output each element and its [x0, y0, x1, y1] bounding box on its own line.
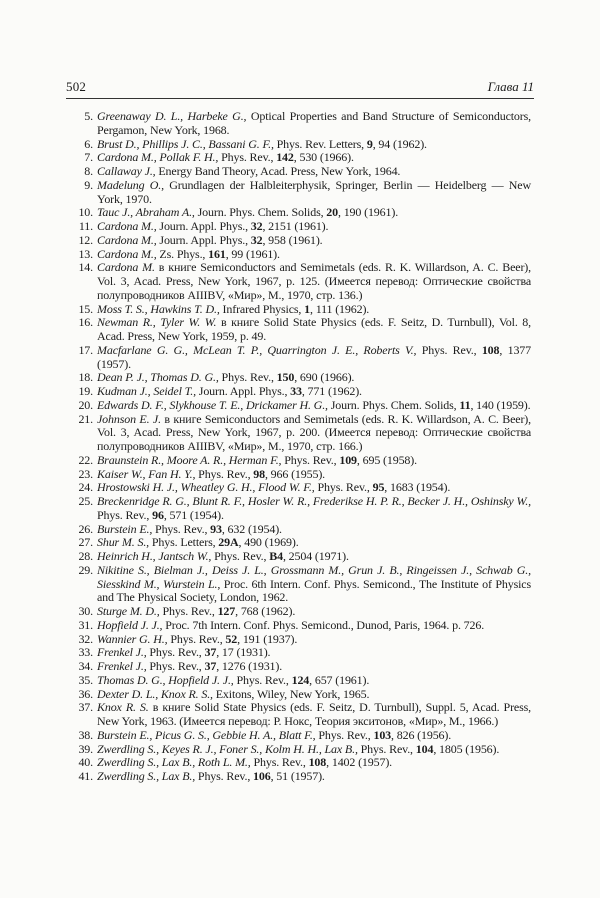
reference-number: 41.	[78, 769, 93, 783]
reference-list	[71, 110, 531, 784]
reference-authors: Dean P. J., Thomas D. G.,	[97, 370, 219, 385]
reference-authors: Cardona M.	[97, 260, 155, 275]
reference-item	[71, 248, 531, 262]
reference-item	[71, 729, 531, 743]
reference-item	[71, 770, 531, 784]
reference-number: 10.	[78, 205, 93, 220]
reference-authors: Hrostowski H. J., Wheatley G. H., Flood W. F.,	[97, 480, 315, 495]
reference-authors: Cardona M., Pollak F. H.,	[97, 150, 219, 165]
reference-item	[71, 550, 531, 564]
reference-text	[97, 468, 531, 482]
reference-item	[71, 660, 531, 674]
reference-text	[97, 399, 531, 413]
reference-authors: Frenkel J.,	[97, 659, 147, 673]
reference-volume: 37	[204, 645, 217, 660]
reference-source: Phys. Rev.,	[315, 727, 374, 742]
reference-authors: Thomas D. G., Hopfield J. J.,	[97, 672, 234, 687]
reference-text	[97, 248, 531, 262]
reference-volume: 103	[373, 727, 392, 742]
reference-pages: , 768 (1962).	[235, 604, 296, 618]
reference-authors: Dexter D. L., Knox R. S.,	[97, 686, 213, 701]
reference-source: Phys. Rev.,	[250, 755, 309, 770]
reference-pages: , 490 (1969).	[238, 535, 299, 550]
reference-item	[71, 743, 531, 757]
reference-authors: Macfarlane G. G., McLean T. P., Quarrington J. E., Roberts V.,	[97, 342, 417, 357]
reference-pages: , 530 (1966).	[293, 150, 354, 165]
reference-number: 8.	[84, 164, 93, 178]
reference-authors: Burstein E., Picus G. S., Gebbie H. A., Blatt F.,	[97, 727, 316, 742]
reference-authors: Callaway J.,	[97, 164, 156, 178]
reference-text	[97, 151, 531, 165]
reference-number: 23.	[78, 466, 93, 481]
reference-source: Phys. Rev. Letters,	[273, 136, 367, 151]
reference-authors: Kaiser W., Fan H. Y.,	[97, 466, 196, 481]
reference-volume: 150	[276, 370, 295, 385]
reference-item	[71, 605, 531, 619]
reference-item	[71, 495, 531, 523]
reference-authors: Knox R. S.	[97, 700, 149, 715]
reference-source: Energy Band Theory, Acad. Press, New York, 1964.	[155, 164, 401, 178]
reference-text	[97, 165, 531, 179]
reference-item	[71, 564, 531, 605]
reference-pages: , 140 (1959).	[470, 397, 531, 412]
reference-pages: , 1805 (1956).	[433, 741, 500, 756]
reference-source: Journ. Appl. Phys.,	[195, 384, 291, 398]
reference-number: 34.	[78, 659, 93, 673]
reference-item	[71, 454, 531, 468]
reference-source: Journ. Phys. Chem. Solids,	[327, 397, 460, 412]
reference-volume: 124	[291, 672, 310, 687]
reference-authors: Frenkel J.,	[97, 645, 147, 660]
reference-text	[97, 261, 531, 302]
reference-volume: 95	[372, 480, 385, 495]
reference-number: 35.	[78, 672, 93, 687]
reference-text	[97, 413, 531, 454]
reference-pages: , 1683 (1954).	[384, 480, 451, 495]
reference-pages: , 1402 (1957).	[326, 755, 393, 770]
reference-item	[71, 701, 531, 729]
reference-source: Phys. Rev.,	[416, 342, 482, 357]
reference-text	[97, 756, 531, 770]
reference-number: 37.	[78, 700, 93, 715]
reference-authors: Sturge M. D.,	[97, 604, 160, 618]
reference-source: Infrared Physics,	[219, 301, 305, 316]
reference-item	[71, 674, 531, 688]
reference-number: 22.	[78, 452, 93, 467]
reference-number: 12.	[78, 232, 93, 247]
reference-number: 30.	[78, 604, 93, 618]
reference-item	[71, 220, 531, 234]
reference-text	[97, 536, 531, 550]
reference-source: Phys. Rev.,	[233, 672, 292, 687]
reference-source: Phys. Rev.,	[195, 769, 254, 783]
reference-number: 17.	[78, 342, 93, 357]
reference-authors: Shur M. S.,	[97, 535, 150, 550]
reference-text	[97, 481, 531, 495]
reference-item	[71, 110, 531, 138]
reference-authors: Kudman J., Seidel T.,	[97, 384, 196, 398]
reference-pages: , 690 (1966).	[294, 370, 355, 385]
reference-item	[71, 165, 531, 179]
reference-text	[97, 316, 531, 344]
reference-number: 27.	[78, 535, 93, 550]
reference-text	[97, 701, 531, 729]
reference-text	[97, 674, 531, 688]
reference-source: Phys. Letters,	[149, 535, 219, 550]
reference-authors: Braunstein R., Moore A. R., Herman F.,	[97, 452, 282, 467]
reference-pages: , 571 (1954).	[163, 507, 224, 522]
reference-source: в книге Solid State Physics (eds. F. Seitz, D. Turnbull), Vol. 8, Acad. Press, New York, 1959, p. 49.	[97, 315, 531, 343]
reference-volume: 109	[339, 452, 357, 467]
reference-source: Phys. Rev.,	[97, 507, 153, 522]
reference-authors: Hopfield J. J.,	[97, 617, 163, 632]
reference-text	[97, 523, 531, 537]
reference-item	[71, 316, 531, 344]
reference-number: 11.	[78, 219, 93, 233]
reference-volume: B4	[269, 549, 283, 563]
reference-volume: 1	[304, 301, 310, 316]
reference-authors: Cardona M.,	[97, 246, 157, 261]
reference-pages: , 99 (1961).	[225, 246, 280, 261]
reference-pages: , 2151 (1961).	[262, 219, 329, 233]
reference-volume: 32	[250, 232, 263, 247]
reference-text	[97, 770, 531, 784]
reference-item	[71, 206, 531, 220]
reference-source: Zs. Phys.,	[156, 246, 209, 261]
reference-authors: Heinrich H., Jantsch W.,	[97, 549, 212, 563]
reference-pages: , 190 (1961).	[338, 205, 399, 220]
reference-text	[97, 660, 531, 674]
reference-pages: , 695 (1958).	[356, 452, 417, 467]
reference-pages: , 1276 (1931).	[216, 659, 283, 673]
reference-number: 5.	[84, 109, 93, 123]
reference-number: 29.	[78, 562, 93, 577]
reference-authors: Zwerdling S., Lax B., Roth L. M.,	[97, 755, 251, 770]
reference-text	[97, 729, 531, 743]
reference-item	[71, 468, 531, 482]
reference-item	[71, 413, 531, 454]
reference-number: 31.	[78, 617, 93, 632]
reference-item	[71, 536, 531, 550]
reference-pages: , 2504 (1971).	[282, 549, 349, 563]
reference-text	[97, 220, 531, 234]
reference-authors: Brust D., Phillips J. C., Bassani G. F.,	[97, 136, 274, 151]
reference-volume: 127	[217, 604, 236, 618]
reference-number: 32.	[78, 631, 93, 646]
reference-source: в книге Semiconductors and Semimetals (eds. R. K. Willardson, A. C. Beer), Vol. 3, Acad. Press, New York, 1967, p. 200. (Имеется перевод: Оптические свойства полупроводников AIIIBV, «Мир», М., 1970, стр. 166.)	[97, 411, 531, 453]
reference-volume: 37	[204, 659, 217, 673]
reference-number: 19.	[78, 384, 93, 398]
reference-text	[97, 371, 531, 385]
reference-source: Grundlagen der Halbleiterphysik, Springer, Berlin — Heidelberg — New York, 1970.	[97, 177, 531, 206]
reference-item	[71, 385, 531, 399]
reference-item	[71, 371, 531, 385]
reference-text	[97, 206, 531, 220]
reference-volume: 96	[152, 507, 164, 522]
reference-item	[71, 179, 531, 207]
reference-text	[97, 688, 531, 702]
reference-volume: 52	[225, 631, 238, 646]
reference-source: Journ. Appl. Phys.,	[156, 232, 251, 247]
reference-volume: 20	[326, 205, 338, 220]
reference-number: 20.	[78, 397, 93, 412]
reference-pages: , 966 (1955).	[264, 466, 326, 481]
reference-source: Proc. 7th Intern. Conf. Phys. Semicond., Dunod, Paris, 1964. p. 726.	[162, 617, 485, 632]
reference-item	[71, 138, 531, 152]
reference-authors: Greenaway D. L., Harbeke G.,	[97, 109, 247, 123]
reference-volume: 104	[415, 741, 434, 756]
reference-number: 40.	[78, 755, 93, 770]
reference-text	[97, 234, 531, 248]
reference-authors: Edwards D. F., Slykhouse T. E., Drickamer H. G.,	[97, 397, 328, 412]
reference-authors: Moss T. S., Hawkins T. D.,	[97, 301, 220, 316]
reference-pages: , 657 (1961).	[309, 672, 370, 687]
reference-item	[71, 646, 531, 660]
reference-pages: , 191 (1937).	[237, 631, 298, 646]
reference-source: в книге Solid State Physics (eds. F. Seitz, D. Turnbull), Suppl. 5, Acad. Press, New York, 1963. (Имеется перевод: Р. Нокс, Теория экситонов, «Мир», М., 1966.)	[97, 700, 531, 728]
reference-source: Phys. Rev.,	[357, 741, 416, 756]
reference-volume: 93	[210, 521, 222, 536]
reference-volume: 32	[250, 219, 263, 233]
reference-text	[97, 303, 531, 317]
reference-volume: 98	[253, 466, 265, 481]
reference-item	[71, 481, 531, 495]
reference-source: Phys. Rev.,	[167, 631, 226, 646]
reference-pages: , 94 (1962).	[372, 136, 427, 151]
reference-source: в книге Semiconductors and Semimetals (eds. R. K. Willardson, A. C. Beer), Vol. 3, Acad. Press, New York, 1967, p. 125. (Имеется перевод: Оптические свойства полупроводников AIIIBV, «Мир», М., 1970, стр. 136.)	[97, 260, 531, 302]
reference-number: 24.	[78, 480, 93, 495]
reference-item	[71, 633, 531, 647]
reference-number: 14.	[78, 260, 93, 275]
reference-source: Phys. Rev.,	[152, 521, 211, 536]
reference-pages: , 111 (1962).	[310, 301, 370, 316]
reference-source: Phys. Rev.,	[281, 452, 340, 467]
reference-text	[97, 619, 531, 633]
reference-number: 36.	[78, 686, 93, 701]
reference-source: Journ. Phys. Chem. Solids,	[194, 205, 327, 220]
reference-pages: , 826 (1956).	[391, 727, 452, 742]
reference-text	[97, 550, 531, 564]
reference-item	[71, 261, 531, 302]
reference-source: Phys. Rev.,	[146, 645, 205, 660]
reference-volume: 29A	[218, 535, 239, 550]
reference-number: 28.	[78, 549, 93, 563]
reference-pages: , 51 (1957).	[270, 769, 325, 783]
reference-number: 7.	[84, 150, 93, 165]
reference-number: 39.	[78, 741, 93, 756]
reference-source: Phys. Rev.,	[218, 150, 277, 165]
reference-source: Phys. Rev.,	[146, 659, 205, 673]
reference-text	[97, 110, 531, 138]
reference-pages: , 632 (1954).	[221, 521, 282, 536]
reference-text	[97, 454, 531, 468]
reference-number: 21.	[78, 411, 93, 426]
reference-source: Phys. Rev.,	[195, 466, 254, 481]
reference-pages: , 958 (1961).	[262, 232, 323, 247]
reference-authors: Tauc J., Abraham A.,	[97, 205, 195, 220]
reference-volume: 33	[290, 384, 302, 398]
reference-source: Phys. Rev.,	[218, 370, 277, 385]
reference-number: 16.	[78, 315, 93, 330]
reference-authors: Cardona M.,	[97, 219, 157, 233]
reference-number: 25.	[78, 494, 93, 508]
reference-text	[97, 633, 531, 647]
reference-item	[71, 151, 531, 165]
reference-item	[71, 234, 531, 248]
reference-item	[71, 523, 531, 537]
reference-text	[97, 344, 531, 372]
reference-source: Phys. Rev.,	[314, 480, 373, 495]
reference-source: Phys. Rev.,	[159, 604, 218, 618]
reference-text	[97, 743, 531, 757]
reference-number: 33.	[78, 645, 93, 660]
reference-text	[97, 646, 531, 660]
reference-volume: 106	[253, 769, 271, 783]
reference-authors: Zwerdling S., Lax B.,	[97, 769, 196, 783]
reference-source: Phys. Rev.,	[211, 549, 270, 563]
reference-authors: Burstein E.,	[97, 521, 153, 536]
reference-pages: , 1377 (1957).	[97, 342, 531, 371]
reference-pages: , 771 (1962).	[301, 384, 362, 398]
header-rule	[66, 98, 534, 99]
reference-volume: 108	[481, 342, 500, 357]
reference-item	[71, 344, 531, 372]
reference-source: Proc. 6th Intern. Conf. Phys. Semicond., The Institute of Physics and The Physical Society, London, 1962.	[97, 576, 531, 605]
reference-volume: 11	[459, 397, 471, 412]
reference-item	[71, 619, 531, 633]
reference-volume: 161	[208, 246, 226, 261]
chapter-title: Глава 11	[487, 79, 534, 94]
reference-number: 38.	[78, 727, 93, 742]
reference-text	[97, 179, 531, 207]
reference-text	[97, 495, 531, 523]
reference-pages: , 17 (1931).	[216, 645, 271, 660]
reference-number: 9.	[84, 177, 93, 192]
reference-authors: Breckenridge R. G., Blunt R. F., Hosler W. R., Frederikse H. P. R., Becker J. H., Oshinsky W.,	[97, 494, 531, 508]
reference-item	[71, 756, 531, 770]
reference-number: 6.	[84, 136, 93, 151]
reference-number: 15.	[78, 301, 93, 316]
reference-authors: Zwerdling S., Keyes R. J., Foner S., Kolm H. H., Lax B.,	[97, 741, 358, 756]
reference-number: 18.	[78, 370, 93, 385]
reference-source: Optical Properties and Band Structure of Semiconductors, Pergamon, New York, 1968.	[97, 109, 531, 137]
reference-authors: Cardona M.,	[97, 232, 157, 247]
reference-volume: 142	[276, 150, 294, 165]
reference-source: Journ. Appl. Phys.,	[156, 219, 251, 233]
reference-authors: Madelung O.,	[97, 177, 164, 192]
reference-item	[71, 688, 531, 702]
reference-item	[71, 303, 531, 317]
reference-authors: Nikitine S., Bielman J., Deiss J. L., Grossmann M., Grun J. B., Ringeissen J., Schwab G., Siesskind M., Wurstein L.,	[97, 562, 531, 591]
reference-volume: 9	[366, 136, 373, 151]
reference-authors: Newman R., Tyler W. W.	[97, 315, 217, 330]
reference-authors: Wannier G. H.,	[97, 631, 168, 646]
reference-number: 26.	[78, 521, 93, 536]
reference-text	[97, 385, 531, 399]
reference-text	[97, 564, 531, 605]
reference-text	[97, 605, 531, 619]
reference-source: Exitons, Wiley, New York, 1965.	[212, 686, 370, 701]
reference-number: 13.	[78, 246, 93, 261]
reference-text	[97, 138, 531, 152]
reference-volume: 108	[308, 755, 327, 770]
reference-item	[71, 399, 531, 413]
page-number: 502	[66, 79, 87, 94]
reference-authors: Johnson E. J.	[97, 411, 161, 426]
